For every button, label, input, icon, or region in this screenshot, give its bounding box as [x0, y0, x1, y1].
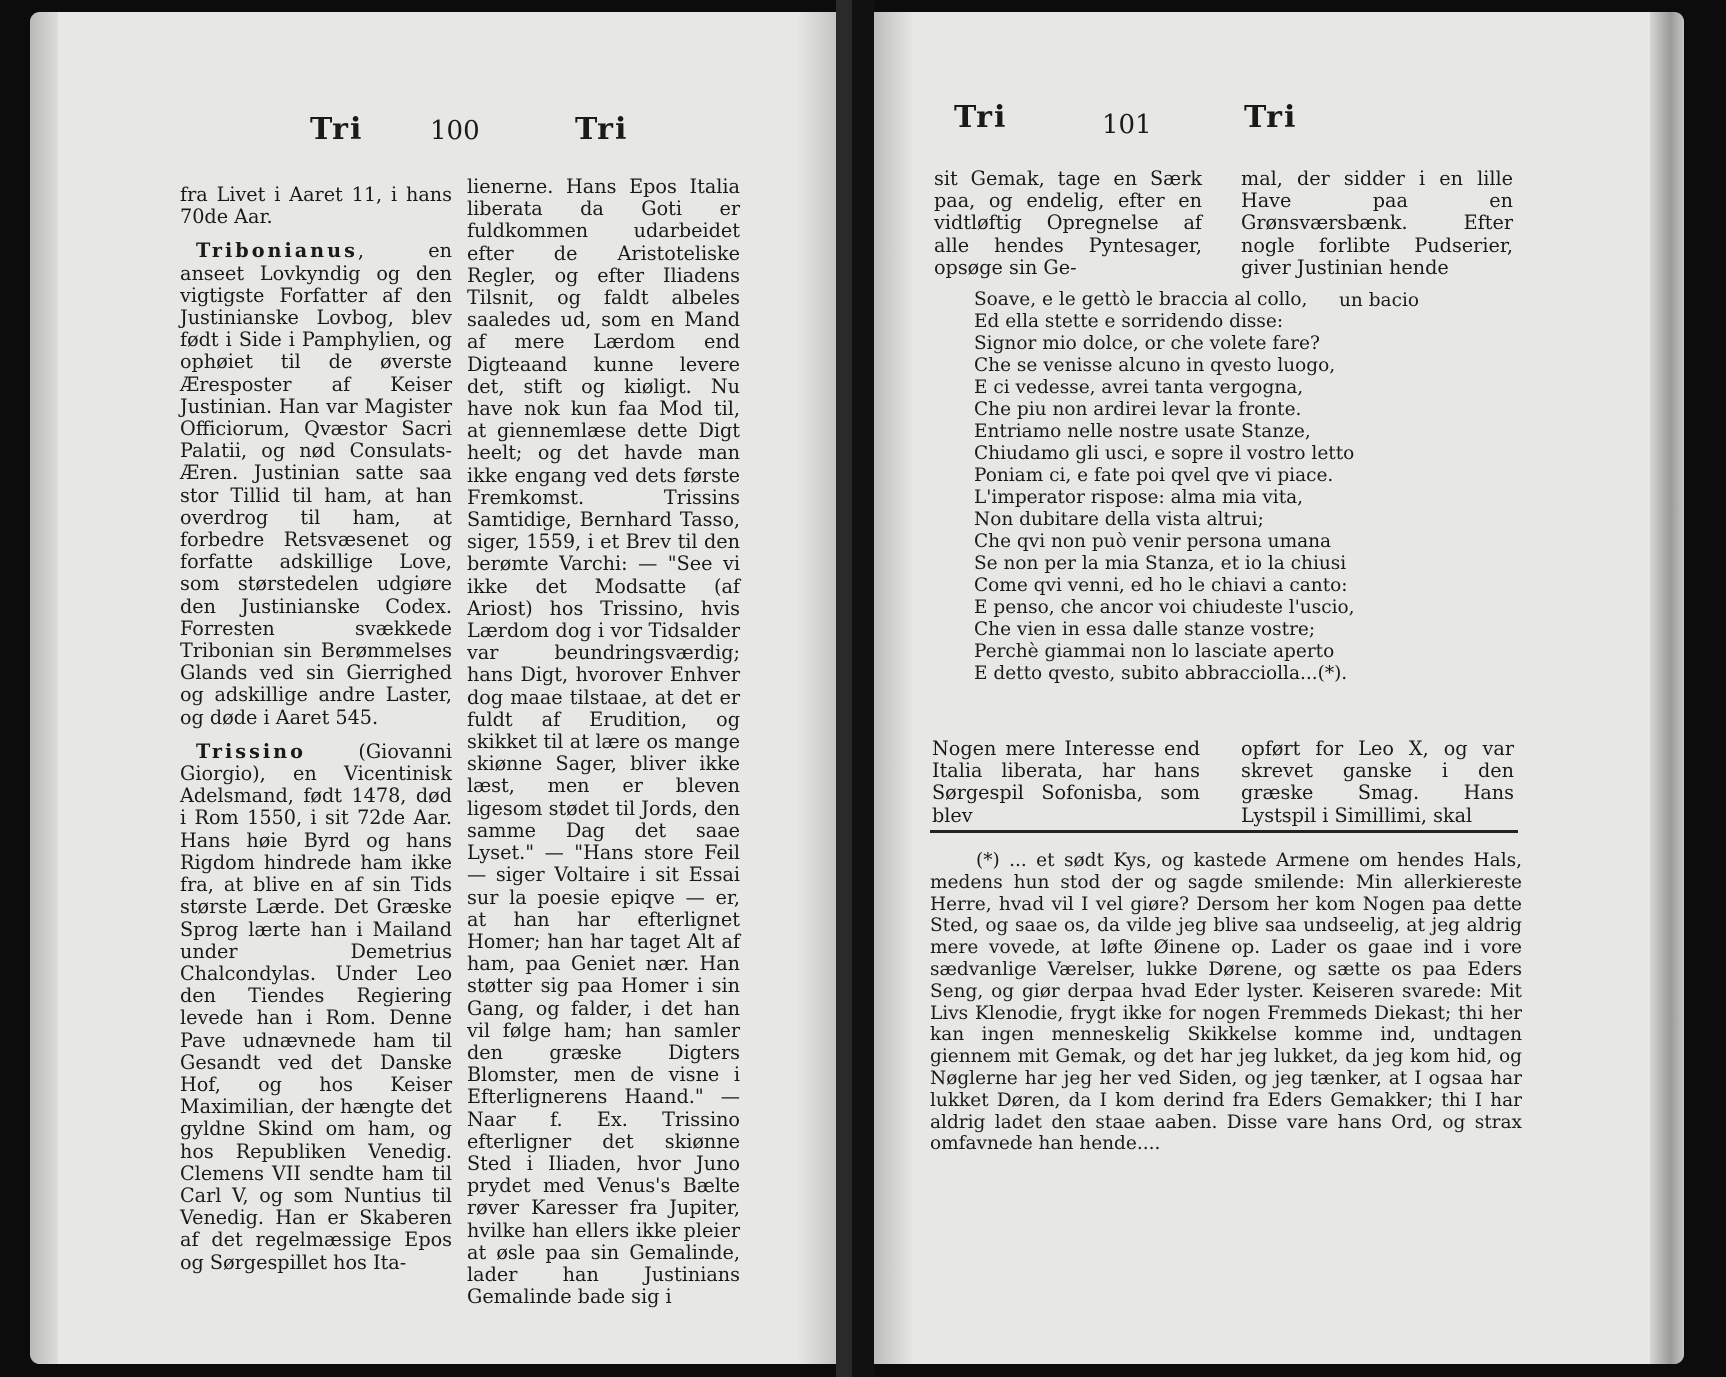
- gutter-shadow-right: [852, 0, 874, 1377]
- left-page-fold: [796, 12, 836, 1364]
- lower-column-2-text: opført for Leo X, og var skrevet ganske i den græske Smag. Hans Lystspil i Simillimi, skal: [1241, 737, 1514, 827]
- continued-text: [180, 184, 452, 228]
- right-page-edge: [1650, 12, 1684, 1364]
- entry-text: lienerne. Hans Epos Italia liberata da Goti er fuldkommen udarbeidet efter de Aristoteliske Regler, og efter Iliadens Tilsnit, og faldt albeles saaledes ud, som en Mand af mere Lærdom end Digteaand kunne levere det, stift og kiøligt. Nu have nok kun faa Mod til, at giennemlæse dette Digt heelt; og det havde man ikke engang ved dets første Fremkomst. Trissins Samtidige, Bernhard Tasso, siger, 1559, i et Brev til den berømte Varchi: — "See vi ikke det Modsatte (af Ariost) hos Trissino, hvis Lærdom dog i vor Tidsalder var beundringsværdig; hans Digt, hvorover Enhver dog maae tilstaae, at det er fuldt af Erudition, og skikket til at lære os mange skiønne Sager, bliver ikke læst, men er bleven ligesom stødet til Jords, den samme Dag det saae Lyset." — "Hans store Feil — siger Voltaire i sit Essai sur la poesie epiqve — er, at han har efterlignet Homer; han har taget Alt af ham, paa Geniet nær. Han støtter sig paa Homer i sin Gang, og falder, i det han vil følge ham; han samler den græske Digters Blomster, men de visne i Efterlignerens Haand." — Naar f. Ex. Trissino efterligner det skiønne Sted i Iliaden, hvor Juno prydet med Venus's Bælte røver Karesser fra Jupiter, hvilke han ellers ikke pleier at øsle paa sin Gemalinde, lader han Justinians Gemalinde bade sig i: [467, 175, 740, 1309]
- poem-line: Non dubitare della vista altrui;: [974, 509, 1264, 530]
- left-page-number: 100: [430, 116, 480, 146]
- left-page-edge: [30, 12, 58, 1364]
- lower-column-1-text: Nogen mere Interesse end Italia liberata, har hans Sørgespil Sofonisba, som blev: [932, 737, 1200, 827]
- dictionary-entry: [180, 240, 452, 728]
- left-page-header-word-left: Tri: [310, 112, 364, 147]
- dictionary-entry: [180, 741, 452, 1274]
- poem-line: E ci vedesse, avrei tanta vergogna,: [974, 377, 1304, 398]
- poem-line: Poniam ci, e fate poi qvel qve vi piace.: [974, 465, 1334, 486]
- poem-line: Che qvi non può venir persona umana: [974, 531, 1332, 552]
- continued-text: [467, 176, 740, 1308]
- poem-line: Perchè giammai non lo lasciate aperto: [974, 641, 1335, 662]
- poem-line: Chiudamo gli usci, e sopre il vostro letto: [974, 443, 1355, 464]
- right-page-column-2-lower: [1241, 738, 1514, 827]
- footnote-rule: [930, 830, 1518, 833]
- poem-line: E detto qvesto, subito abbracciolla...(*).: [974, 663, 1348, 684]
- poem-line: E penso, che ancor voi chiudeste l'uscio,: [974, 597, 1355, 618]
- right-page-column-1-lower: [932, 738, 1200, 827]
- poem-line: Signor mio dolce, or che volete fare?: [974, 333, 1320, 354]
- poem-line: Come qvi venni, ed ho le chiavi a canto:: [974, 575, 1348, 596]
- right-column-1-text: sit Gemak, tage en Særk paa, og endelig, efter en vidtløftig Opregnelse af alle hendes Pyntesager, opsøge sin Ge-: [934, 167, 1202, 279]
- footnote: (*) ... et sødt Kys, og kastede Armene om hendes Hals, medens hun stod der og sagde smilende: Min allerkiereste Herre, hvad vil I vel giøre? Dersom her kom Nogen paa dette Sted, og saae os, da vilde jeg blive saa undseelig, at jeg aldrig mere vovede, at løfte Øinene op. Lader os gaae ind i vore sædvanlige Værelser, lukke Dørene, og sætte os paa Eders Seng, og giør derpaa hvad Eder lyster. Keiseren svarede: Mit Livs Klenodie, frygt ikke for nogen Fremmeds Diekast; thi her kan ingen menneskelig Skikkelse komme ind, undtagen giennem mit Gemak, og det har jeg lukket, da jeg kom hid, og Nøglerne har jeg her ved Siden, og jeg tænker, at I ogsaa har lukket Døren, da I kom derind fra Eders Gemakker; thi I har aldrig ladet den staae aaben. Disse vare hans Ord, og strax omfavnede han hende....: [930, 850, 1522, 1155]
- right-page-fold: [874, 12, 914, 1364]
- poem-line: Ed ella stette e sorridendo disse:: [974, 311, 1284, 332]
- poem-line: Che vien in essa dalle stanze vostre;: [974, 619, 1316, 640]
- right-page: [874, 12, 1684, 1364]
- poem-line: Soave, e le gettò le braccia al collo,: [974, 289, 1308, 310]
- right-page-column-1-top: [934, 168, 1202, 279]
- poem-line: Se non per la mia Stanza, et io la chiusi: [974, 553, 1347, 574]
- poem-line: L'imperator rispose: alma mia vita,: [974, 487, 1304, 508]
- right-page-header-word-right: Tri: [1244, 100, 1298, 135]
- right-page-column-2-top: [1241, 168, 1513, 279]
- poem-line: Entriamo nelle nostre usate Stanze,: [974, 421, 1311, 442]
- poem-line: Che piu non ardirei levar la fronte.: [974, 399, 1302, 420]
- poem-line: Che se venisse alcuno in qvesto luogo,: [974, 355, 1336, 376]
- italian-poem: [974, 289, 1355, 685]
- left-page-column-2: [467, 176, 740, 1308]
- right-column-2-text: mal, der sidder i en lille Have paa en Grønsværsbænk. Efter nogle forlibte Pudserier, giver Justinian hende: [1241, 167, 1513, 279]
- left-page: [30, 12, 836, 1364]
- left-page-column-1: [180, 184, 452, 1274]
- entry-headword: Tribonianus: [196, 239, 358, 263]
- right-page-header-word-left: Tri: [954, 100, 1008, 135]
- entry-text: (Giovanni Giorgio), en Vicentinisk Adelsmand, født 1478, død i Rom 1550, i sit 72de Aar. Hans høie Byrd og hans Rigdom hindrede ham ikke fra, at blive en af sin Tids største Lærde. Det Græske Sprog lærte han i Mailand under Demetrius Chalcondylas. Under Leo den Tiendes Regiering levede han i Rom. Denne Pave udnævnede ham til Gesandt ved det Danske Hof, og hos Keiser Maximilian, der hængte det gyldne Skind om ham, og hos Republiken Venedig. Clemens VII sendte ham til Carl V, og som Nuntius til Venedig. Han er Skaberen af det regelmæssige Epos og Sørgespillet hos Ita-: [180, 739, 452, 1274]
- entry-text: , en anseet Lovkyndig og den vigtigste Forfatter af den Justinianske Lovbog, blev født i Side i Pamphylien, og ophøiet til de øverste Æresposter af Keiser Justinian. Han var Magister Officiorum, Qvæstor Sacri Palatii, og nød Consulats-Æren. Justinian satte saa stor Tillid til ham, at han overdrog til ham, at forbedre Retsvæsenet og forfatte adskillige Love, som størstedelen udgiøre den Justinianske Codex. Forresten svækkede Tribonian sin Berømmelses Glands ved sin Gierrighed og adskillige andre Laster, og døde i Aaret 545.: [180, 239, 452, 729]
- right-page-number: 101: [1102, 110, 1152, 140]
- entry-headword: Trissino: [196, 739, 306, 763]
- left-page-header-word-right: Tri: [575, 112, 629, 147]
- entry-text: fra Livet i Aaret 11, i hans 70de Aar.: [180, 183, 452, 229]
- un-bacio-line: un bacio: [1339, 290, 1419, 311]
- gutter-shadow-left: [836, 0, 852, 1377]
